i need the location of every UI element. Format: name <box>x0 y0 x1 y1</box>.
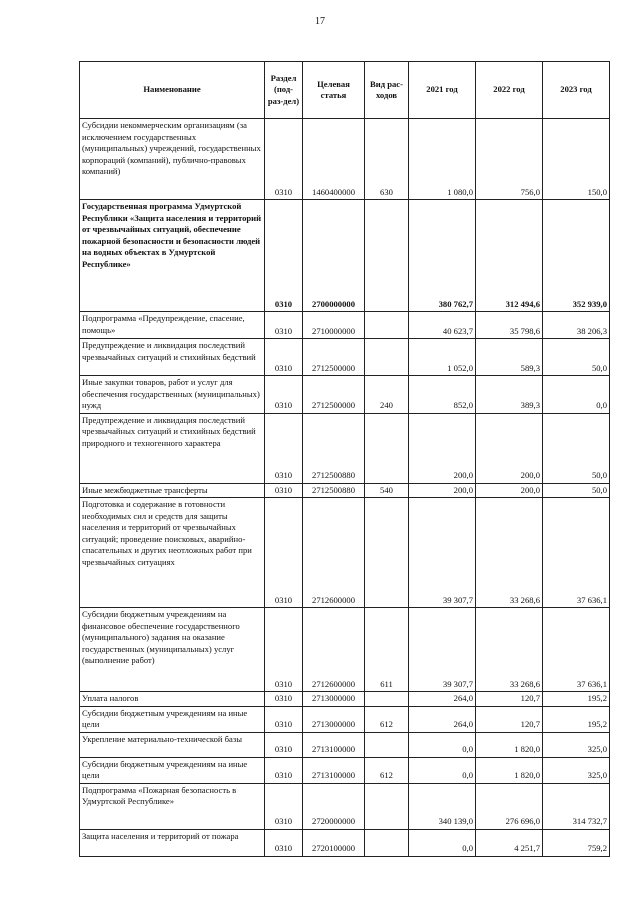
table-row <box>80 119 610 200</box>
cell-2021: 852,0 <box>409 376 476 414</box>
cell-kind <box>365 732 409 757</box>
header-2023: 2023 год <box>543 62 610 119</box>
cell-name: Уплата налогов <box>80 692 265 707</box>
cell-name: Субсидии бюджетным учреждениям на финансовое обеспечение государственного (муниципального) задания на оказание государственных (муниципальных) услуг (выполнение работ) <box>80 608 265 692</box>
cell-name: Защита населения и территорий от пожара <box>80 829 265 856</box>
cell-name: Государственная программа Удмуртской Республики «Защита населения и территорий от чрезвычайных ситуаций, обеспечение пожарной безопасности и безопасности людей на водных объектах в Удмуртской Республике» <box>80 200 265 312</box>
table-row <box>80 732 610 757</box>
cell-2023: 325,0 <box>543 732 610 757</box>
cell-target: 2712600000 <box>303 498 365 608</box>
table-header-row <box>80 62 610 119</box>
cell-section: 0310 <box>265 706 303 732</box>
cell-kind: 630 <box>365 119 409 200</box>
cell-2021: 0,0 <box>409 732 476 757</box>
cell-target: 2712600000 <box>303 608 365 692</box>
cell-2023: 759,2 <box>543 829 610 856</box>
cell-target: 2712500000 <box>303 339 365 376</box>
cell-2022: 276 696,0 <box>476 783 543 829</box>
cell-name: Подпрограмма «Предупреждение, спасение, помощь» <box>80 312 265 339</box>
cell-section: 0310 <box>265 200 303 312</box>
cell-target: 2713000000 <box>303 706 365 732</box>
header-2021: 2021 год <box>409 62 476 119</box>
cell-2023: 50,0 <box>543 339 610 376</box>
cell-name: Подпрограмма «Пожарная безопасность в Удмуртской Республике» <box>80 783 265 829</box>
table-row <box>80 413 610 483</box>
cell-2022: 312 494,6 <box>476 200 543 312</box>
cell-2022: 33 268,6 <box>476 608 543 692</box>
table-row <box>80 498 610 608</box>
cell-name: Субсидии бюджетным учреждениям на иные цели <box>80 757 265 783</box>
cell-name: Предупреждение и ликвидация последствий чрезвычайных ситуаций и стихийных бедствий природного и техногенного характера <box>80 413 265 483</box>
cell-section: 0310 <box>265 608 303 692</box>
cell-name: Иные закупки товаров, работ и услуг для обеспечения государственных (муниципальных) нужд <box>80 376 265 414</box>
cell-2023: 38 206,3 <box>543 312 610 339</box>
cell-2021: 1 080,0 <box>409 119 476 200</box>
header-name: Наименование <box>80 62 265 119</box>
table-row <box>80 692 610 707</box>
table-row <box>80 608 610 692</box>
header-target: Целевая статья <box>303 62 365 119</box>
cell-kind <box>365 692 409 707</box>
cell-2021: 0,0 <box>409 757 476 783</box>
cell-2021: 200,0 <box>409 413 476 483</box>
cell-2023: 314 732,7 <box>543 783 610 829</box>
cell-2021: 200,0 <box>409 483 476 498</box>
cell-section: 0310 <box>265 312 303 339</box>
cell-2022: 200,0 <box>476 413 543 483</box>
cell-target: 2700000000 <box>303 200 365 312</box>
cell-2021: 40 623,7 <box>409 312 476 339</box>
cell-kind: 540 <box>365 483 409 498</box>
table-row <box>80 829 610 856</box>
cell-2021: 264,0 <box>409 692 476 707</box>
cell-2021: 0,0 <box>409 829 476 856</box>
cell-target: 2713100000 <box>303 732 365 757</box>
cell-kind: 612 <box>365 706 409 732</box>
cell-2021: 39 307,7 <box>409 498 476 608</box>
budget-table <box>79 61 610 857</box>
cell-kind <box>365 413 409 483</box>
cell-2023: 50,0 <box>543 483 610 498</box>
cell-kind <box>365 783 409 829</box>
cell-2021: 264,0 <box>409 706 476 732</box>
header-kind: Вид рас-ходов <box>365 62 409 119</box>
cell-2022: 35 798,6 <box>476 312 543 339</box>
cell-kind <box>365 200 409 312</box>
cell-kind: 240 <box>365 376 409 414</box>
cell-2022: 1 820,0 <box>476 757 543 783</box>
table-row <box>80 483 610 498</box>
cell-2023: 0,0 <box>543 376 610 414</box>
cell-section: 0310 <box>265 498 303 608</box>
cell-2023: 37 636,1 <box>543 498 610 608</box>
cell-2022: 389,3 <box>476 376 543 414</box>
cell-2022: 200,0 <box>476 483 543 498</box>
cell-2021: 340 139,0 <box>409 783 476 829</box>
cell-2023: 352 939,0 <box>543 200 610 312</box>
cell-kind <box>365 339 409 376</box>
cell-target: 2720000000 <box>303 783 365 829</box>
cell-name: Субсидии некоммерческим организациям (за исключением государственных (муниципальных) учреждений, государственных корпораций (компаний), публично-правовых компаний) <box>80 119 265 200</box>
cell-section: 0310 <box>265 339 303 376</box>
cell-2023: 150,0 <box>543 119 610 200</box>
cell-target: 2713000000 <box>303 692 365 707</box>
cell-section: 0310 <box>265 783 303 829</box>
cell-2022: 756,0 <box>476 119 543 200</box>
cell-name: Субсидии бюджетным учреждениям на иные цели <box>80 706 265 732</box>
page-number: 17 <box>315 16 325 27</box>
cell-2021: 39 307,7 <box>409 608 476 692</box>
cell-kind <box>365 312 409 339</box>
table-row <box>80 376 610 414</box>
cell-section: 0310 <box>265 692 303 707</box>
cell-kind: 611 <box>365 608 409 692</box>
cell-2023: 195,2 <box>543 692 610 707</box>
cell-2022: 33 268,6 <box>476 498 543 608</box>
cell-target: 2713100000 <box>303 757 365 783</box>
cell-2022: 120,7 <box>476 706 543 732</box>
table-row <box>80 200 610 312</box>
cell-target: 2710000000 <box>303 312 365 339</box>
cell-section: 0310 <box>265 119 303 200</box>
cell-target: 2720100000 <box>303 829 365 856</box>
cell-2023: 37 636,1 <box>543 608 610 692</box>
cell-name: Иные межбюджетные трансферты <box>80 483 265 498</box>
cell-2023: 50,0 <box>543 413 610 483</box>
cell-section: 0310 <box>265 732 303 757</box>
cell-target: 2712500000 <box>303 376 365 414</box>
cell-target: 1460400000 <box>303 119 365 200</box>
cell-section: 0310 <box>265 376 303 414</box>
cell-kind: 612 <box>365 757 409 783</box>
cell-2021: 1 052,0 <box>409 339 476 376</box>
table-row <box>80 783 610 829</box>
cell-section: 0310 <box>265 829 303 856</box>
cell-2022: 1 820,0 <box>476 732 543 757</box>
cell-2022: 4 251,7 <box>476 829 543 856</box>
table-row <box>80 706 610 732</box>
cell-name: Предупреждение и ликвидация последствий чрезвычайных ситуаций и стихийных бедствий <box>80 339 265 376</box>
cell-section: 0310 <box>265 413 303 483</box>
cell-2021: 380 762,7 <box>409 200 476 312</box>
table-row <box>80 757 610 783</box>
cell-target: 2712500880 <box>303 483 365 498</box>
cell-name: Укрепление материально-технической базы <box>80 732 265 757</box>
cell-kind <box>365 498 409 608</box>
cell-2022: 120,7 <box>476 692 543 707</box>
header-2022: 2022 год <box>476 62 543 119</box>
table-row <box>80 339 610 376</box>
header-section: Раздел (под-раз-дел) <box>265 62 303 119</box>
cell-section: 0310 <box>265 757 303 783</box>
cell-name: Подготовка и содержание в готовности необходимых сил и средств для защиты населения и территорий от чрезвычайных ситуаций; проведение поисковых, аварийно-спасательных и других неотложных работ при чрезвычайных ситуациях <box>80 498 265 608</box>
table-row <box>80 312 610 339</box>
cell-2023: 195,2 <box>543 706 610 732</box>
cell-2022: 589,3 <box>476 339 543 376</box>
cell-2023: 325,0 <box>543 757 610 783</box>
cell-target: 2712500880 <box>303 413 365 483</box>
cell-section: 0310 <box>265 483 303 498</box>
cell-kind <box>365 829 409 856</box>
